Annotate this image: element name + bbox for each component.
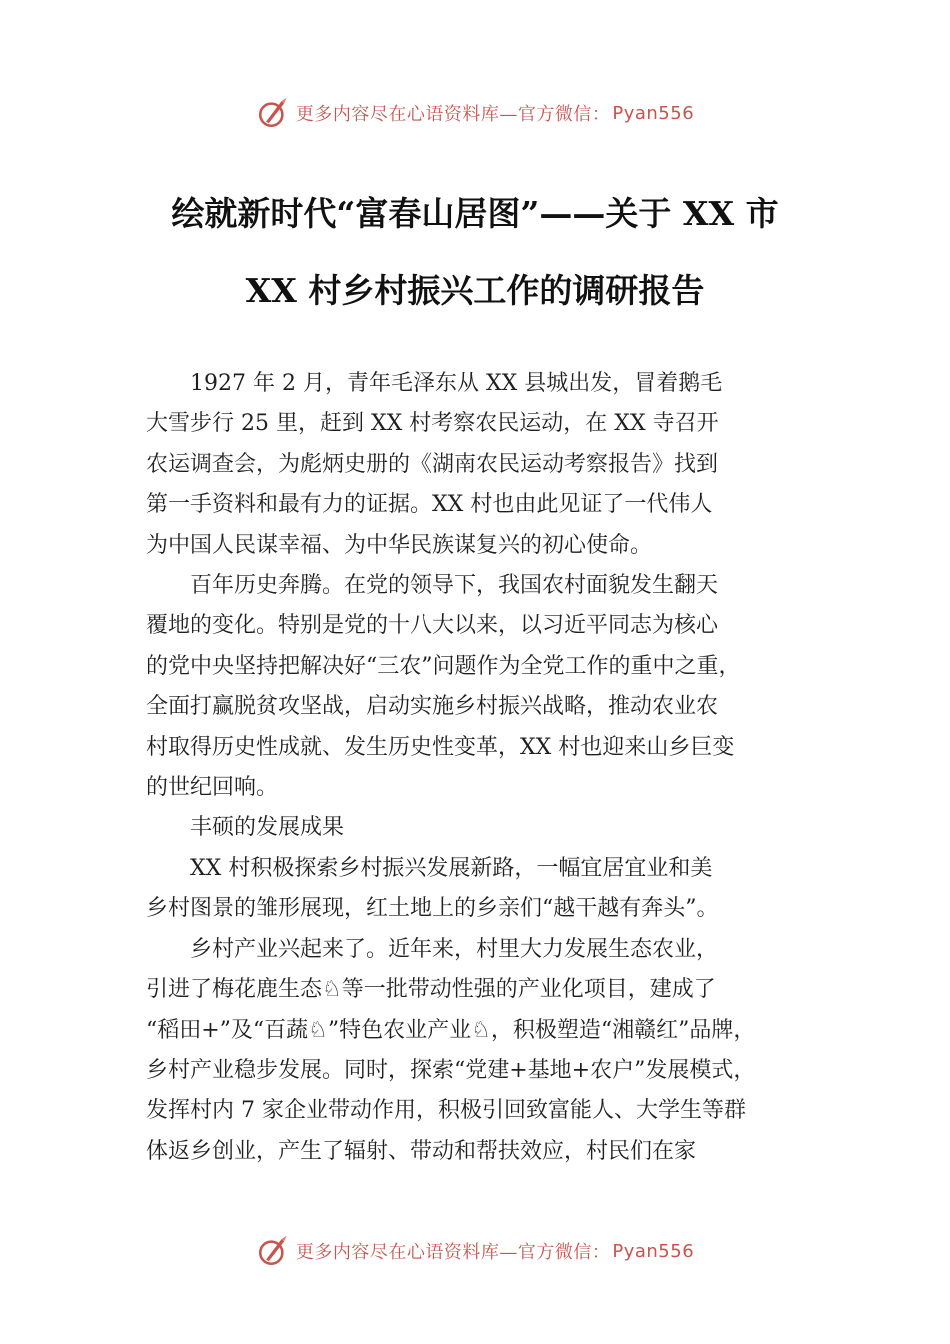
text-line: 体返乡创业，产生了辐射、带动和帮扶效应，村民们在家 [146, 1138, 697, 1164]
text-line: 农运调查会，为彪炳史册的《湖南农民运动考察报告》找到 [146, 451, 719, 477]
text-line: 的世纪回响。 [146, 775, 279, 801]
text-line: 乡村图景的雏形展现，红土地上的乡亲们“越干越有奔头”。 [146, 896, 719, 922]
doc-title-line-1: 绘就新时代“富春山居图”——关于 XX 市 [171, 194, 779, 233]
text-line: 引进了梅花鹿生态♘等一批带动性强的产业化项目，建成了 [146, 977, 716, 1003]
watermark-footer [0, 1234, 950, 1268]
text-line: 覆地的变化。特别是党的十八大以来，以习近平同志为核心 [146, 613, 719, 639]
section-heading [146, 808, 836, 848]
text-line: 1927 年 2 月，青年毛泽东从 XX 县城出发，冒着鹅毛 [190, 371, 723, 396]
text-line: 全面打赢脱贫攻坚战，启动实施乡村振兴战略，推动农业农 [146, 694, 719, 720]
text-line: 百年历史奔腾。在党的领导下，我国农村面貌发生翻天 [190, 573, 719, 599]
quill-pen-seal-icon [256, 96, 290, 130]
watermark-text: 更多内容尽在心语资料库—官方微信： [295, 104, 611, 125]
watermark-text: 更多内容尽在心语资料库—官方微信： [295, 1242, 611, 1263]
paragraph-2 [146, 566, 836, 808]
watermark-wechat-id: Pyan556 [612, 1240, 695, 1262]
text-line: 发挥村内 7 家企业带动作用，积极引回致富能人、大学生等群 [146, 1098, 746, 1124]
section-heading-text: 丰硕的发展成果 [190, 815, 345, 841]
text-line: 村取得历史性成就、发生历史性变革，XX 村也迎来山乡巨变 [146, 734, 735, 760]
paragraph-4 [146, 930, 836, 1172]
watermark-header [0, 96, 950, 130]
paragraph-1 [146, 364, 836, 566]
quill-pen-seal-icon [256, 1234, 290, 1268]
watermark-wechat-id: Pyan556 [612, 102, 695, 124]
text-line: 大雪步行 25 里，赶到 XX 村考察农民运动，在 XX 寺召开 [146, 411, 719, 437]
text-line: 乡村产业稳步发展。同时，探索“党建+基地+农户”发展模式， [146, 1057, 756, 1083]
doc-title-line-2: XX 村乡村振兴工作的调研报告 [245, 271, 705, 310]
text-line: XX 村积极探索乡村振兴发展新路，一幅宜居宜业和美 [190, 855, 713, 881]
text-line: 第一手资料和最有力的证据。XX 村也由此见证了一代伟人 [146, 492, 713, 518]
text-line: 乡村产业兴起来了。近年来，村里大力发展生态农业， [190, 936, 719, 962]
doc-body [146, 364, 836, 1172]
text-line: “稻田+”及“百蔬♘”特色农业产业♘，积极塑造“湘赣红”品牌， [146, 1017, 756, 1043]
text-line: 为中国人民谋幸福、为中华民族谋复兴的初心使命。 [146, 532, 653, 558]
paragraph-3 [146, 849, 836, 930]
text-line: 的党中央坚持把解决好“三农”问题作为全党工作的重中之重， [146, 653, 741, 679]
